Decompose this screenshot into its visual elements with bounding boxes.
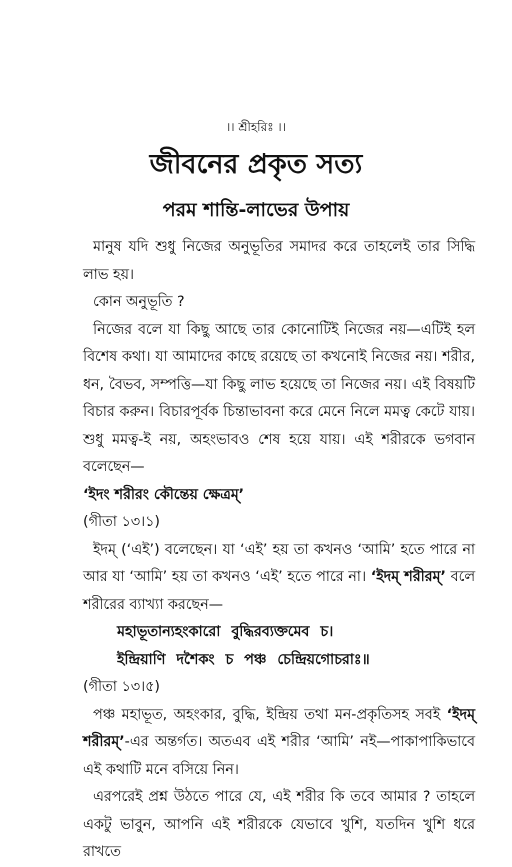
paragraph-4-text-c: -এর অন্তর্গত। অতএব এই শরীর ‘আমি’ নই—পাকাপাকিভাবে এই কথাটি মনে বসিয়ে নিন। (83, 734, 475, 778)
paragraph-4-emphasis: ‘ইদম্ শরীরম্’ (83, 706, 475, 750)
invocation-line: ।। শ্রীহরিঃ ।। (225, 120, 286, 134)
verse-reference-2: (গীতা ১৩।৫) (83, 679, 160, 695)
verse-reference-1: (গীতা ১৩।১) (83, 514, 160, 530)
sloka-line-1: মহাভূতান্যহংকারো বুদ্ধিরব্যক্তমেব চ। (117, 624, 334, 640)
page-title: জীবনের প্রকৃত সত্য (149, 149, 363, 180)
paragraph-3-text-c: বলে শরীরের ব্যাখ্যা করছেন— (83, 569, 475, 613)
page-subtitle: পরম শান্তি-লাভের উপায় (162, 199, 350, 221)
sloka-line-2: ইন্দ্রিয়াণি দশৈকং চ পঞ্চ চেন্দ্রিয়গোচরাঃ॥ (117, 651, 370, 668)
paragraph-4 (83, 702, 475, 785)
paragraph-3-emphasis: ‘ইদম্ শরীরম্’ (370, 569, 446, 585)
paragraph-4-text-a: পঞ্চ মহাভূত, অহংকার, বুদ্ধি, ইন্দ্রিয় তথা মন-প্রকৃতিসহ সবই (93, 706, 447, 723)
question-line: কোন অনুভূতি ? (93, 294, 185, 310)
paragraph-3 (83, 537, 475, 620)
paragraph-1: মানুষ যদি শুধু নিজের অনুভূতির সমাদর করে তাহলেই তার সিদ্ধি লাভ হয়। (83, 239, 475, 283)
verse-quote: ‘ইদং শরীরং কৌন্তেয় ক্ষেত্রম্’ (83, 486, 245, 503)
paragraph-3-text-a: ইদম্ (‘এই’) বলেছেন। যা ‘এই’ হয় তা কখনও ‘আমি’ হতে পারে না আর যা ‘আমি’ হয় তা কখনও ‘এই’ হতে পারে না। (83, 541, 475, 585)
paragraph-2: নিজের বলে যা কিছু আছে তার কোনোটিই নিজের নয়—এটিই হল বিশেষ কথা। যা আমাদের কাছে রয়েছে তা কখনোই নিজের নয়। শরীর, ধন, বৈভব, সম্পত্তি—যা কিছু লাভ হয়েছে তা নিজের নয়। এই বিষয়টি বিচার করুন। বিচারপূর্বক চিন্তাভাবনা করে মেনে নিলে মমত্ব কেটে যায়। শুধু মমত্ব-ই নয়, অহংভাবও শেষ হয়ে যায়। এই শরীরকে ভগবান বলেছেন— (83, 321, 475, 475)
body-text (83, 234, 475, 867)
paragraph-5: এরপরেই প্রশ্ন উঠতে পারে যে, এই শরীর কি তবে আমার ? তাহলে একটু ভাবুন, আপনি এই শরীরকে যেভাবে খুশি, যতদিন খুশি ধরে রাখতে (83, 789, 475, 860)
